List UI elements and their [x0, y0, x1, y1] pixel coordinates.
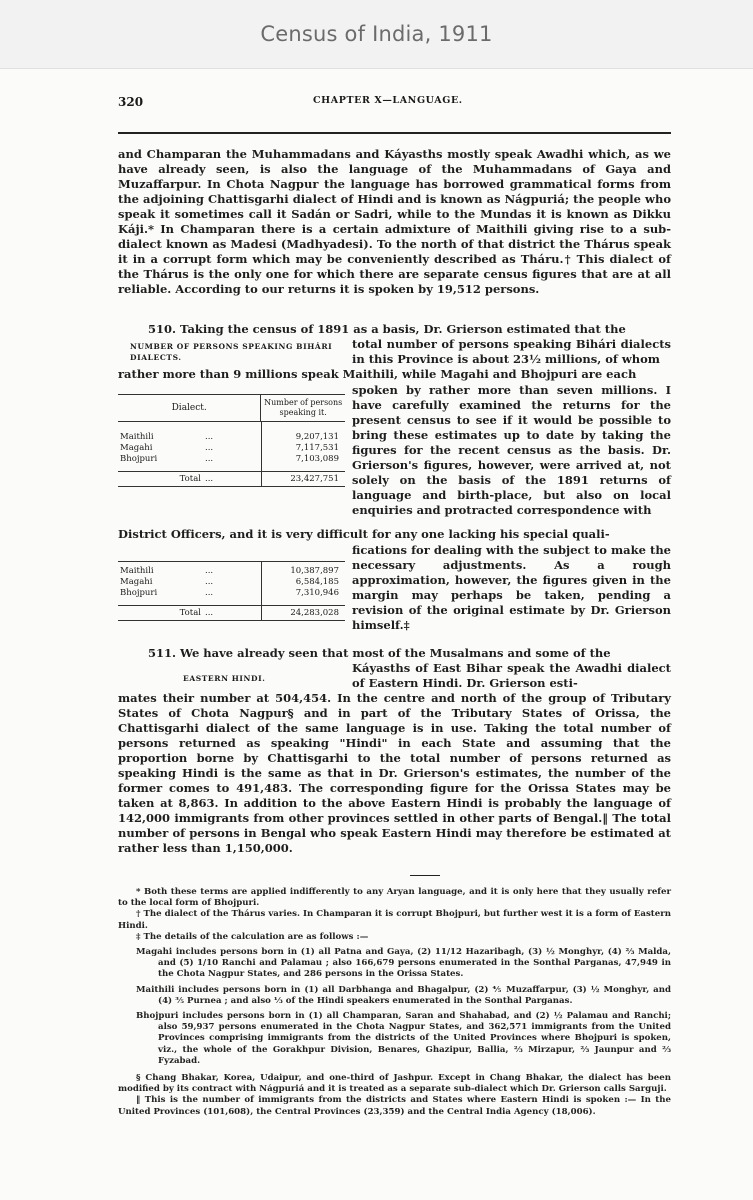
dialect-table-1: [118, 394, 345, 487]
paragraph-intro: and Champaran the Muhammadans and Káyasths mostly speak Awadhi which, as we have already seen, is also the language of the Muhammadans of Gaya and Muzaffarpur. In Chota Nagpur the language has borrowed grammatical forms from the adjoining Chattisgarhi dialect of Hindi and is known as Nágpuriá; the people who speak it sometimes call it Sadán or Sadri, while to the Mundas it is known as Dikku Káji.* In Champaran there is a certain admixture of Maithili giving rise to a sub-dialect known as Madesi (Madhyadesi). To the north of that district the Thárus speak it in a corrupt form which may be conveniently described as Tháru.† This dialect of the Thárus is the only one for which there are separate census figures that are at all reliable. According to our returns it is spoken by 19,512 persons.: [118, 147, 671, 296]
footnote-parallel: ‖ This is the number of immigrants from the districts and States where Eastern Hindi is spoken :— In the United Provinces (101,608), the Central Provinces (23,359) and the Central India Agency (18,006).: [118, 1095, 671, 1117]
paragraph-510-first-line: 510. Taking the census of 1891 as a basis, Dr. Grierson estimated that the: [148, 322, 626, 336]
paragraph-510-full-1: rather more than 9 millions speak Maithili, while Magahi and Bhojpuri are each: [118, 367, 637, 381]
table-spacer: [118, 599, 345, 605]
table-row-bhojpuri: Bhojpuri ... 7,310,946: [118, 588, 345, 599]
side-heading-511: EASTERN HINDI.: [183, 674, 266, 683]
side-heading-510-line1: NUMBER OF PERSONS SPEAKING BIHÁRI: [130, 342, 333, 351]
dialect-table-2: [118, 561, 345, 621]
page-number: 320: [118, 95, 144, 109]
table-row: [118, 422, 345, 432]
footnote-dagger: † The dialect of the Thárus varies. In Champaran it is corrupt Bhojpuri, but further west it is a form of Eastern Hindi.: [118, 909, 671, 931]
paragraph-510-flow-a: total number of persons speaking Bihári dialects in this Province is about 23½ millions, of whom: [352, 337, 671, 366]
paragraph-511-first-line: 511. We have already seen that most of the Musalmans and some of the: [148, 646, 611, 660]
table-total-row: Total ... 23,427,751: [118, 472, 345, 487]
paragraph-510-flow-b: spoken by rather more than seven millions. I have carefully examined the returns for the present census to see if it would be possible to bring these estimates up to date by taking the figures for the recent census as the basis. Dr. Grierson's figures, however, were arrived at, not solely on the basis of the 1891 returns of language and birth-place, but also on local enquiries and protracted correspondence with: [352, 383, 671, 517]
scanned-page: [0, 69, 753, 1200]
viewer-header: [0, 0, 753, 69]
column-dialect: Dialect.: [171, 403, 207, 413]
footnotes: [118, 887, 671, 1118]
footnote-maithili: Maithili includes persons born in (1) all Darbhanga and Bhagalpur, (2) ⅘ Muzaffarpur, (3) ½ Monghyr, and (4) ⅗ Purnea ; and also ⅓ of the Hindi speakers enumerated in the Sonthal Parganas.: [136, 984, 671, 1006]
viewer-title: Census of India, 1911: [260, 22, 493, 46]
footnote-section: § Chang Bhakar, Korea, Udaipur, and one-third of Jashpur. Except in Chang Bhakar, the dialect has been modified by its contract with Nágpuriá and it is treated as a separate sub-dialect which Dr. Grierson calls Sarguji.: [118, 1073, 671, 1095]
section-end-rule: [410, 875, 440, 876]
header-rule: [118, 132, 671, 134]
footnote-bhojpuri: Bhojpuri includes persons born in (1) all Champaran, Saran and Shahabad, and (2) ½ Palamau and Ranchi; also 59,937 persons enumerated in the Chota Nagpur States, and 362,571 immigrants from the United Provinces comprising immigrants from the districts of the United Provinces where Bhojpuri is spoken, viz., the whole of the Gorakhpur Division, Benares, Ghazipur, Ballia, ⅔ Mirzapur, ⅔ Jaunpur and ⅔ Fyzabad.: [136, 1011, 671, 1066]
table-row-maithili: Maithili ... 9,207,131: [118, 432, 345, 443]
footnote-magahi: Magahi includes persons born in (1) all Patna and Gaya, (2) 11/12 Hazaribagh, (3) ½ Monghyr, (4) ⅔ Malda, and (5) 1/10 Ranchi and Palamau ; also 166,679 persons enumerated in the Sonthal Parganas, 47,949 in the Chota Nagpur States, and 286 persons in the Orissa States.: [136, 947, 671, 980]
chapter-title: CHAPTER X—LANGUAGE.: [313, 95, 463, 106]
column-number: Number of persons speaking it.: [260, 395, 345, 421]
paragraph-511-flow-a: Káyasths of East Bihar speak the Awadhi dialect of Eastern Hindi. Dr. Grierson esti-: [352, 661, 671, 690]
footnote-star: * Both these terms are applied indifferently to any Aryan language, and it is only here that they usually refer to the local form of Bhojpuri.: [118, 887, 671, 909]
table-row-bhojpuri: Bhojpuri ... 7,103,089: [118, 454, 345, 465]
dialect-table-1-header: [118, 394, 345, 422]
table-total-row: Total ... 24,283,028: [118, 606, 345, 621]
paragraph-510-flow-c: fications for dealing with the subject to make the necessary adjustments. As a rough approximation, however, the figures given in the margin may perhaps be taken, pending a revision of the original estimate by Dr. Grierson himself.‡: [352, 543, 671, 632]
side-heading-510-line2: DIALECTS.: [130, 353, 182, 362]
side-heading-510: [130, 341, 350, 363]
table-spacer: [118, 465, 345, 471]
dialect-table-2-body: [118, 562, 345, 606]
paragraph-511-rest: mates their number at 504,454. In the centre and north of the group of Tributary States of Chota Nagpur§ and in part of the Tributary States of Orissa, the Chattisgarhi dialect of the same language is in use. Taking the total number of persons returned as speaking "Hindi" in each State and assuming that the proportion borne by Chattisgarhi to the total number of persons returned as speaking Hindi is the same as that in Dr. Grierson's estimates, the number of the former comes to 491,483. The corresponding figure for the Orissa States may be taken at 8,863. In addition to the above Eastern Hindi is probably the language of 142,000 immigrants from other provinces settled in other parts of Bengal.‖ The total number of persons in Bengal who speak Eastern Hindi may therefore be estimated at rather less than 1,150,000.: [118, 691, 671, 855]
dialect-table-1-body: [118, 422, 345, 472]
table-row-magahi: Magahi ... 7,117,531: [118, 443, 345, 454]
paragraph-510-full-2: District Officers, and it is very difficult for any one lacking his special quali-: [118, 527, 610, 541]
table-row-maithili: Maithili ... 10,387,897: [118, 566, 345, 577]
footnote-double-dagger: ‡ The details of the calculation are as follows :—: [136, 931, 369, 942]
table-row-magahi: Magahi ... 6,584,185: [118, 577, 345, 588]
